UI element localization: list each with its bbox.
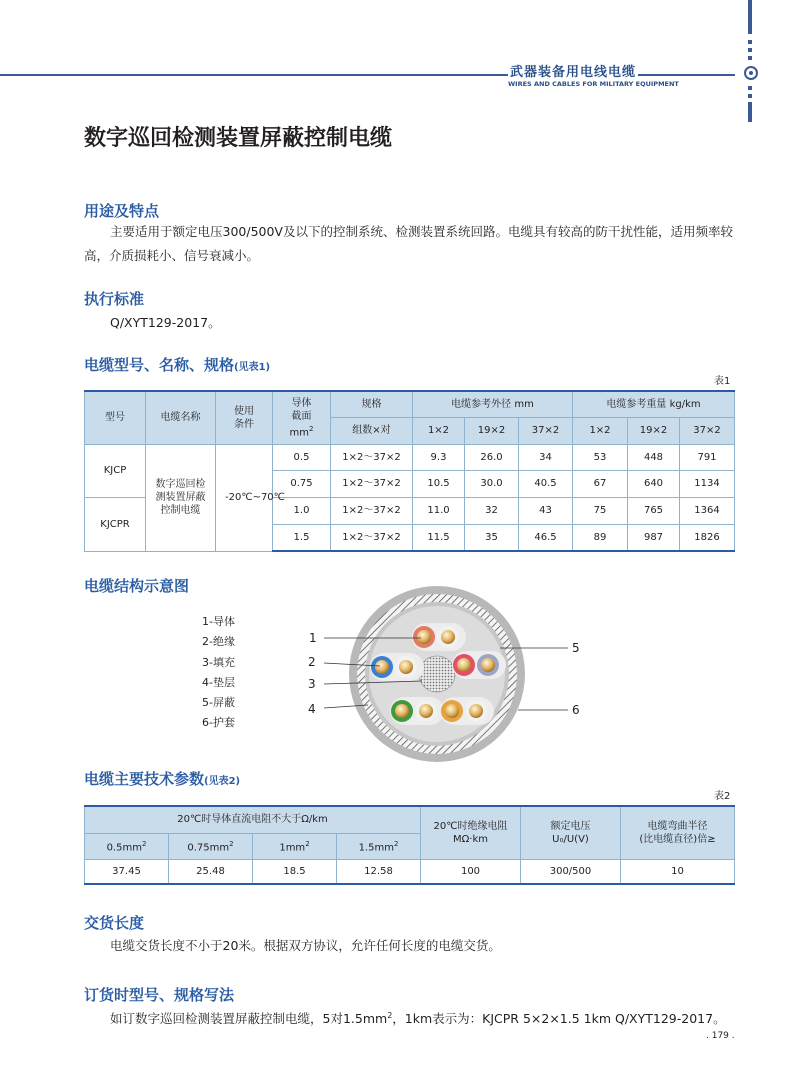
pair-bottom-right <box>440 697 494 725</box>
models-heading-note: (见表1) <box>234 362 271 373</box>
t1-cell: 1134 <box>680 470 735 497</box>
legend-item: 1-导体 <box>202 615 235 628</box>
t1-cell: 640 <box>628 470 680 497</box>
t1-header-area <box>273 391 331 444</box>
t1-cell: 0.75 <box>273 470 331 497</box>
t1-cell: 1.0 <box>273 497 331 524</box>
order-text-pre: 如订数字巡回检测装置屏蔽控制电缆，5对1.5mm <box>110 1011 388 1027</box>
t2-bend-unit: (比电缆直径)倍≥ <box>639 833 716 845</box>
legend-item: 4-垫层 <box>202 676 235 689</box>
t2-header-bend <box>621 806 735 859</box>
t2-size-text: 0.5mm <box>106 842 142 854</box>
t1-header-od: 电缆参考外径 mm <box>413 391 573 417</box>
t1-model-2: KJCPR <box>85 497 146 551</box>
page-number: . 179 . <box>706 1031 735 1041</box>
usage-heading: 用途及特点 <box>84 202 160 220</box>
params-heading-text: 电缆主要技术参数 <box>84 770 205 788</box>
t1-sub-col: 19×2 <box>628 417 680 444</box>
t1-cell: 11.0 <box>413 497 465 524</box>
t2-cell: 12.58 <box>337 859 421 884</box>
t1-header-cond-text: 使用条件 <box>234 405 254 430</box>
table1 <box>84 390 735 552</box>
t1-name: 数字巡回检测装置屏蔽控制电缆 <box>155 479 206 516</box>
order-heading: 订货时型号、规格写法 <box>84 986 235 1004</box>
t1-cell: 1×2～37×2 <box>331 444 413 470</box>
cable-cross-section-diagram <box>300 585 600 770</box>
t1-header-model: 型号 <box>85 391 146 444</box>
pair-left <box>370 653 424 681</box>
t1-cell: 26.0 <box>465 444 519 470</box>
t2-size <box>337 833 421 859</box>
pair-right <box>452 651 506 679</box>
t2-header-res: 20℃时导体直流电阻不大于Ω/km <box>85 806 421 833</box>
center-filler <box>419 656 455 692</box>
header-title-en: WIRES AND CABLES FOR MILITARY EQUIPMENT <box>508 80 679 88</box>
legend-item: 3-填充 <box>202 656 235 669</box>
t1-sub-col: 1×2 <box>573 417 628 444</box>
callout-3: 3 <box>308 677 316 691</box>
t1-cell: 32 <box>465 497 519 524</box>
legend-item: 2-绝缘 <box>202 635 235 648</box>
t1-area-sup: 2 <box>309 424 314 433</box>
legend-item: 5-屏蔽 <box>202 696 235 709</box>
pair-bottom-left <box>390 697 444 725</box>
header-vertical-bar <box>748 0 752 34</box>
t1-cell: 40.5 <box>519 470 573 497</box>
t2-bend-text: 电缆弯曲半径 <box>647 820 708 832</box>
t1-cell: 1×2～37×2 <box>331 524 413 551</box>
callout-5: 5 <box>572 641 580 655</box>
t1-cell: 11.5 <box>413 524 465 551</box>
t1-sub-col: 37×2 <box>519 417 573 444</box>
header-vertical-dash <box>748 86 752 90</box>
delivery-text: 电缆交货长度不小于20米。根据双方协议，允许任何长度的电缆交货。 <box>110 938 501 953</box>
models-heading-text: 电缆型号、名称、规格 <box>84 356 235 374</box>
callout-6: 6 <box>572 703 580 717</box>
t2-size <box>169 833 253 859</box>
t1-model-1: KJCP <box>85 444 146 497</box>
t2-cell: 10 <box>621 859 735 884</box>
structure-heading: 电缆结构示意图 <box>84 577 190 595</box>
callout-1: 1 <box>309 631 317 645</box>
header-vertical-dash <box>748 56 752 60</box>
t2-size-sup: 2 <box>305 839 310 848</box>
header-vertical-dash <box>748 40 752 44</box>
callout-4: 4 <box>308 702 316 716</box>
t1-cell: 67 <box>573 470 628 497</box>
t1-cell: 10.5 <box>413 470 465 497</box>
t2-size-text: 0.75mm <box>187 842 230 854</box>
t1-header-cond <box>216 391 273 444</box>
t1-cond-cell <box>216 444 285 551</box>
order-text-post: ，1km表示为：KJCPR 5×2×1.5 1km Q/XYT129-2017。 <box>392 1011 726 1027</box>
t2-cell: 300/500 <box>521 859 621 884</box>
t2-ins-text: 20℃时绝缘电阻 <box>433 820 508 832</box>
t1-sub-col: 1×2 <box>413 417 465 444</box>
t1-cell: 765 <box>628 497 680 524</box>
table2 <box>84 805 735 885</box>
header-vertical-dash <box>748 48 752 52</box>
t2-volt-text: 额定电压 <box>550 820 591 832</box>
t1-header-area-unit <box>273 423 330 439</box>
t1-cell: 1×2～37×2 <box>331 470 413 497</box>
t1-cell: 791 <box>680 444 735 470</box>
t2-size-text: 1mm <box>279 842 306 854</box>
standard-heading: 执行标准 <box>84 290 145 308</box>
t1-cell: 30.0 <box>465 470 519 497</box>
delivery-heading: 交货长度 <box>84 914 145 932</box>
t2-cell: 37.45 <box>85 859 169 884</box>
t1-cell: 46.5 <box>519 524 573 551</box>
t2-size-sup: 2 <box>393 839 399 848</box>
header-title-cn: 武器装备用电线电缆 <box>508 61 638 80</box>
t1-cell: 34 <box>519 444 573 470</box>
t2-header-ins <box>421 806 521 859</box>
t2-size <box>85 833 169 859</box>
t1-cell: 1.5 <box>273 524 331 551</box>
standard-text: Q/XYT129-2017。 <box>110 315 221 330</box>
models-heading <box>84 354 270 375</box>
target-circle-icon <box>744 66 758 80</box>
t2-size-text: 1.5mm <box>358 842 394 854</box>
t1-header-area-text: 导体截面 <box>291 397 312 422</box>
t2-cell: 100 <box>421 859 521 884</box>
t2-size-sup: 2 <box>141 839 147 848</box>
t1-header-spec-sub: 组数×对 <box>331 417 413 444</box>
legend-item: 6-护套 <box>202 716 235 729</box>
header-vertical-bar <box>748 102 752 122</box>
t1-sub-col: 19×2 <box>465 417 519 444</box>
t1-sub-col: 37×2 <box>680 417 735 444</box>
t1-header-weight: 电缆参考重量 kg/km <box>573 391 735 417</box>
t1-cell: 35 <box>465 524 519 551</box>
t1-cell: 987 <box>628 524 680 551</box>
t1-cell: 43 <box>519 497 573 524</box>
t1-cell: 1364 <box>680 497 735 524</box>
t1-cell: 53 <box>573 444 628 470</box>
t1-cond: -20℃~70℃ <box>225 492 285 503</box>
t1-cell: 89 <box>573 524 628 551</box>
t2-cell: 18.5 <box>253 859 337 884</box>
t1-area-unit: mm <box>289 426 309 438</box>
pair-top <box>412 623 466 651</box>
callout-2: 2 <box>308 655 316 669</box>
t1-cell: 75 <box>573 497 628 524</box>
t1-cell: 9.3 <box>413 444 465 470</box>
table1-label: 表1 <box>714 376 731 387</box>
page-title: 数字巡回检测装置屏蔽控制电缆 <box>84 126 393 151</box>
t1-header-spec: 规格 <box>331 391 413 417</box>
t1-cell: 1826 <box>680 524 735 551</box>
order-text-sup: 2 <box>387 1011 393 1020</box>
t1-cell: 1×2～37×2 <box>331 497 413 524</box>
t2-volt-unit: U₀/U(V) <box>552 833 589 845</box>
t1-cell: 448 <box>628 444 680 470</box>
table-row <box>85 444 735 470</box>
order-text <box>84 1004 734 1031</box>
usage-text: 主要适用于额定电压300/500V及以下的控制系统、检测装置系统回路。电缆具有较高的防干扰性能，适用频率较高，介质损耗小、信号衰减小。 <box>84 224 733 263</box>
t2-size <box>253 833 337 859</box>
t2-cell: 25.48 <box>169 859 253 884</box>
table-row <box>85 859 735 884</box>
header-vertical-dash <box>748 94 752 98</box>
params-heading-note: (见表2) <box>204 776 241 787</box>
t1-name-cell <box>146 444 216 551</box>
t2-size-sup: 2 <box>229 839 234 848</box>
t1-header-name: 电缆名称 <box>146 391 216 444</box>
t2-header-volt <box>521 806 621 859</box>
t2-ins-unit: MΩ·km <box>453 833 488 845</box>
params-heading <box>84 768 240 789</box>
table2-label: 表2 <box>714 791 731 802</box>
t1-cell: 0.5 <box>273 444 331 470</box>
